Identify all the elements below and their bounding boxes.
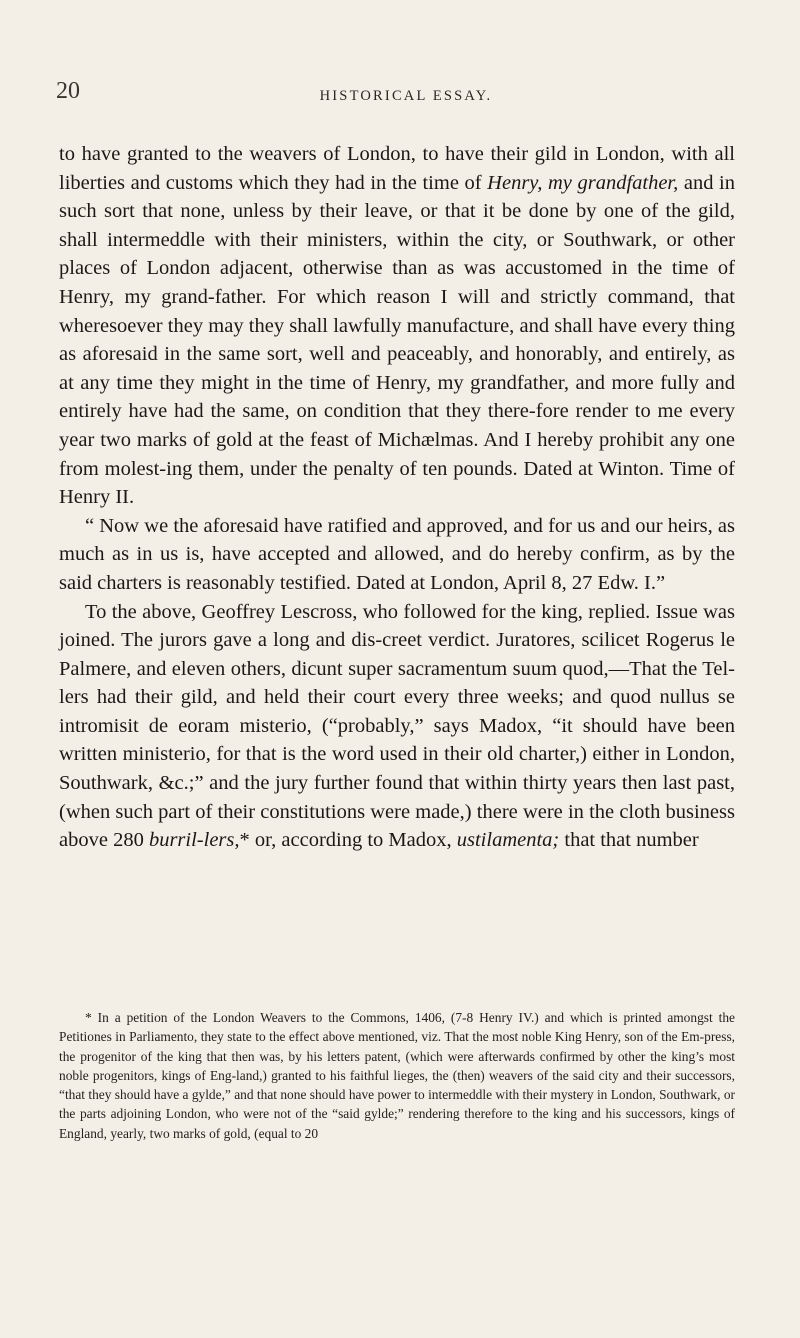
page-number: 20 bbox=[56, 78, 80, 104]
italic-text: ustilamenta; bbox=[456, 829, 560, 852]
main-text bbox=[59, 140, 735, 855]
running-head: HISTORICAL ESSAY. bbox=[319, 88, 493, 104]
page-header bbox=[0, 74, 800, 114]
text-run: that that number bbox=[559, 829, 699, 852]
text-run: and in such sort that none, unless by their leave, or that it be done by one of the gild, shall intermeddle with their ministers, within the city, or Southwark, or other places of London adjacent, otherwise than as was accustomed in the time of Henry, my grand-father. For which reason I will and strictly command, that wheresoever they may they shall lawfully manufacture, and shall have every thing as aforesaid in the same sort, well and peaceably, and honorably, and entirely, as at any time they might in the time of Henry, my grandfather, and more fully and entirely have had the same, on condition that they there-fore render to me every year two marks of gold at the feast of Michælmas. And I hereby prohibit any one from molest-ing them, under the penalty of ten pounds. Dated at Winton. Time of Henry II. bbox=[59, 171, 735, 509]
text-run: To the above, Geoffrey Lescross, who followed for the king, replied. Issue was joined. The jurors gave a long and dis-creet verdict. Juratores, scilicet Rogerus le Palmere, and eleven others, dicunt super sacramentum suum quod,—That the Tel-lers had their gild, and held their court every three weeks; and quod nullus se intromisit de eoram misterio, (“probably,” says Madox, “it should have been written ministerio, for that is the word used in their old charter,) either in London, Southwark, &c.;” and the jury further found that within thirty years then last past, (when such part of their constitutions were made,) there were in the cloth business above 280 bbox=[59, 600, 735, 852]
text-run: to have granted to the weavers of London, to have their gild in London, with all liberties and customs which they had in the time of bbox=[59, 143, 735, 194]
paragraph-quote: “ Now we the aforesaid have ratified and approved, and for us and our heirs, as much as in us is, have accepted and allowed, and do hereby confirm, as by the said charters is reasonably testified. Dated at London, April 8, 27 Edw. I.” bbox=[59, 514, 735, 594]
italic-text: Henry, my grandfather, bbox=[487, 171, 679, 194]
paragraph-continuation bbox=[59, 140, 735, 512]
text-run: * or, according to Madox, bbox=[239, 829, 457, 852]
footnote: * In a petition of the London Weavers to the Commons, 1406, (7-8 Henry IV.) and which is printed amongst the Petitiones in Parliamento, they state to the effect above mentioned, viz. That the most noble King Henry, son of the Em-press, the progenitor of the king that then was, by his letters patent, (which were afterwards confirmed by other the king’s most noble progenitors, kings of Eng-land,) granted to his faithful lieges, the (then) weavers of the said city and their successors, “that they should have a gylde,” and that none should have power to intermeddle with their mystery in London, Southwark, or the parts adjoining London, who were not of the “said gylde;” rendering therefore to the king and his successors, kings of England, yearly, two marks of gold, (equal to 20 bbox=[59, 1010, 735, 1141]
paragraph-verdict bbox=[59, 598, 735, 855]
italic-text: burril-lers, bbox=[148, 829, 240, 852]
